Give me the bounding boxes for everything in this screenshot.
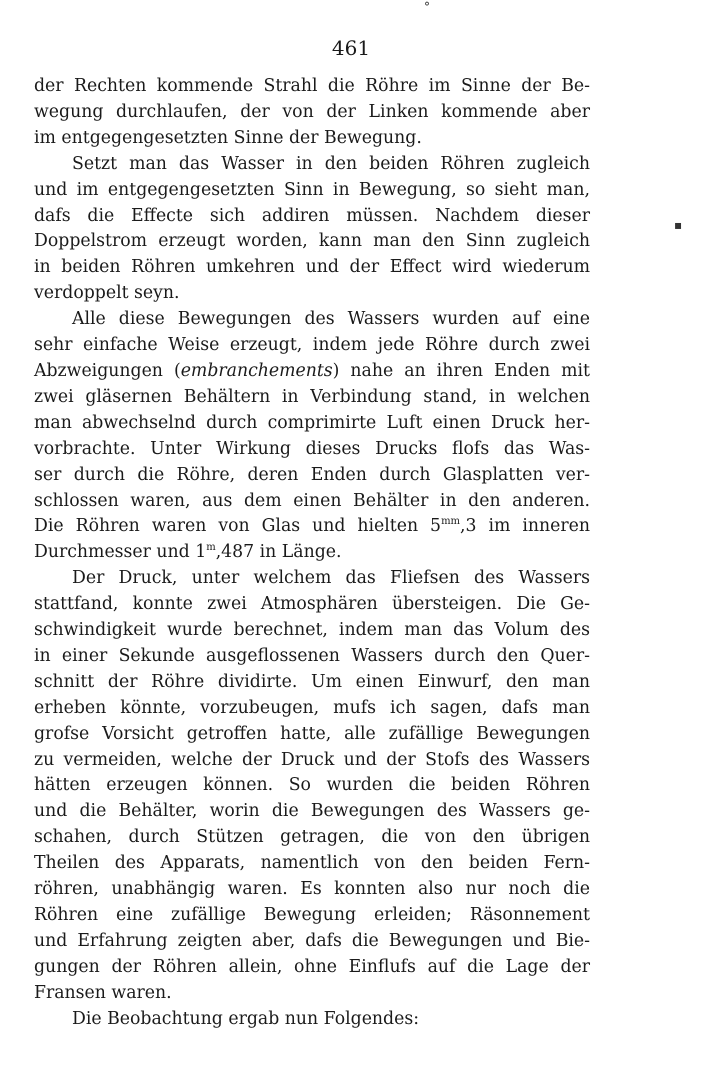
text-line: Setzt man das Wasser in den beiden Röhren zugleich [72, 153, 590, 174]
text-line: in beiden Röhren umkehren und der Effect wird wiederum [34, 257, 590, 278]
text-line: erheben könnte, vorzubeugen, mufs ich sagen, dafs man [34, 697, 590, 718]
text-line: ser durch die Röhre, deren Enden durch Glasplatten ver- [34, 464, 590, 485]
text-line: der Rechten kommende Strahl die Röhre im Sinne der Be- [34, 76, 590, 96]
text-line: Alle diese Bewegungen des Wassers wurden auf eine [72, 309, 590, 330]
unit-superscript: m [206, 542, 216, 554]
text-line: schahen, durch Stützen getragen, die von den übrigen [34, 827, 590, 848]
text-line: man abwechselnd durch comprimirte Luft einen Druck her- [34, 412, 590, 433]
unit-superscript: mm [441, 516, 461, 528]
ink-speck: ° [424, 0, 430, 14]
text-span: Die Röhren waren von Glas und hielten 5 [34, 516, 442, 537]
text-line [34, 359, 590, 385]
text-line: grofse Vorsicht getroffen hatte, alle zufällige Bewegungen [34, 723, 590, 744]
text-span: Abzweigungen ( [34, 360, 181, 381]
text-line: zwei gläsernen Behältern in Verbindung stand, in welchen [34, 386, 590, 407]
text-span: ,487 in Länge. [215, 542, 342, 563]
text-line: im entgegengesetzten Sinne der Bewegung. [34, 127, 422, 148]
text-line: schnitt der Röhre dividirte. Um einen Einwurf, den man [34, 671, 590, 692]
text-line: zu vermeiden, welche der Druck und der Stofs des Wassers [34, 749, 590, 770]
text-line: gungen der Röhren allein, ohne Einflufs auf die Lage der [34, 956, 590, 977]
text-line [34, 540, 590, 566]
text-span: ) nahe an ihren Enden mit [332, 360, 591, 381]
text-line: röhren, unabhängig waren. Es konnten also nur noch die [34, 879, 590, 900]
text-line: Doppelstrom erzeugt worden, kann man den Sinn zugleich [34, 231, 590, 252]
text-line: sehr einfache Weise erzeugt, indem jede Röhre durch zwei [34, 335, 590, 356]
text-line: hätten erzeugen können. So wurden die beiden Röhren [34, 775, 590, 796]
text-line: wegung durchlaufen, der von der Linken kommende aber [34, 101, 590, 122]
text-line: in einer Sekunde ausgeflossenen Wassers durch den Quer- [34, 645, 590, 666]
text-line: schwindigkeit wurde berechnet, indem man das Volum des [34, 620, 590, 641]
text-line: verdoppelt seyn. [34, 283, 180, 304]
text-line: dafs die Effecte sich addiren müssen. Nachdem dieser [34, 205, 590, 226]
text-span: Durchmesser und 1 [34, 542, 207, 563]
text-line: Die Beobachtung ergab nun Folgendes: [72, 1008, 420, 1029]
text-line: vorbrachte. Unter Wirkung dieses Drucks flofs das Was- [34, 438, 590, 459]
text-line: Theilen des Apparats, namentlich von den beiden Fern- [34, 853, 590, 874]
text-line: und im entgegengesetzten Sinn in Bewegung, so sieht man, [34, 179, 590, 200]
page-number: 461 [331, 36, 371, 60]
text-line [34, 514, 590, 540]
text-line: und die Behälter, worin die Bewegungen des Wassers ge- [34, 801, 590, 822]
italic-term: embranchements [180, 360, 333, 381]
text-line: und Erfahrung zeigten aber, dafs die Bewegungen und Bie- [34, 930, 590, 951]
text-line: stattfand, konnte zwei Atmosphären übersteigen. Die Ge- [34, 594, 590, 615]
text-line: schlossen waren, aus dem einen Behälter in den anderen. [34, 490, 590, 511]
text-span: ,3 im inneren [460, 516, 590, 537]
text-line: Der Druck, unter welchem das Fliefsen des Wassers [72, 568, 590, 589]
ink-speck: ▪ [674, 218, 683, 232]
body-text [34, 74, 590, 1033]
text-line: Röhren eine zufällige Bewegung erleiden; Räsonnement [34, 905, 590, 925]
text-line: Fransen waren. [34, 982, 172, 1003]
